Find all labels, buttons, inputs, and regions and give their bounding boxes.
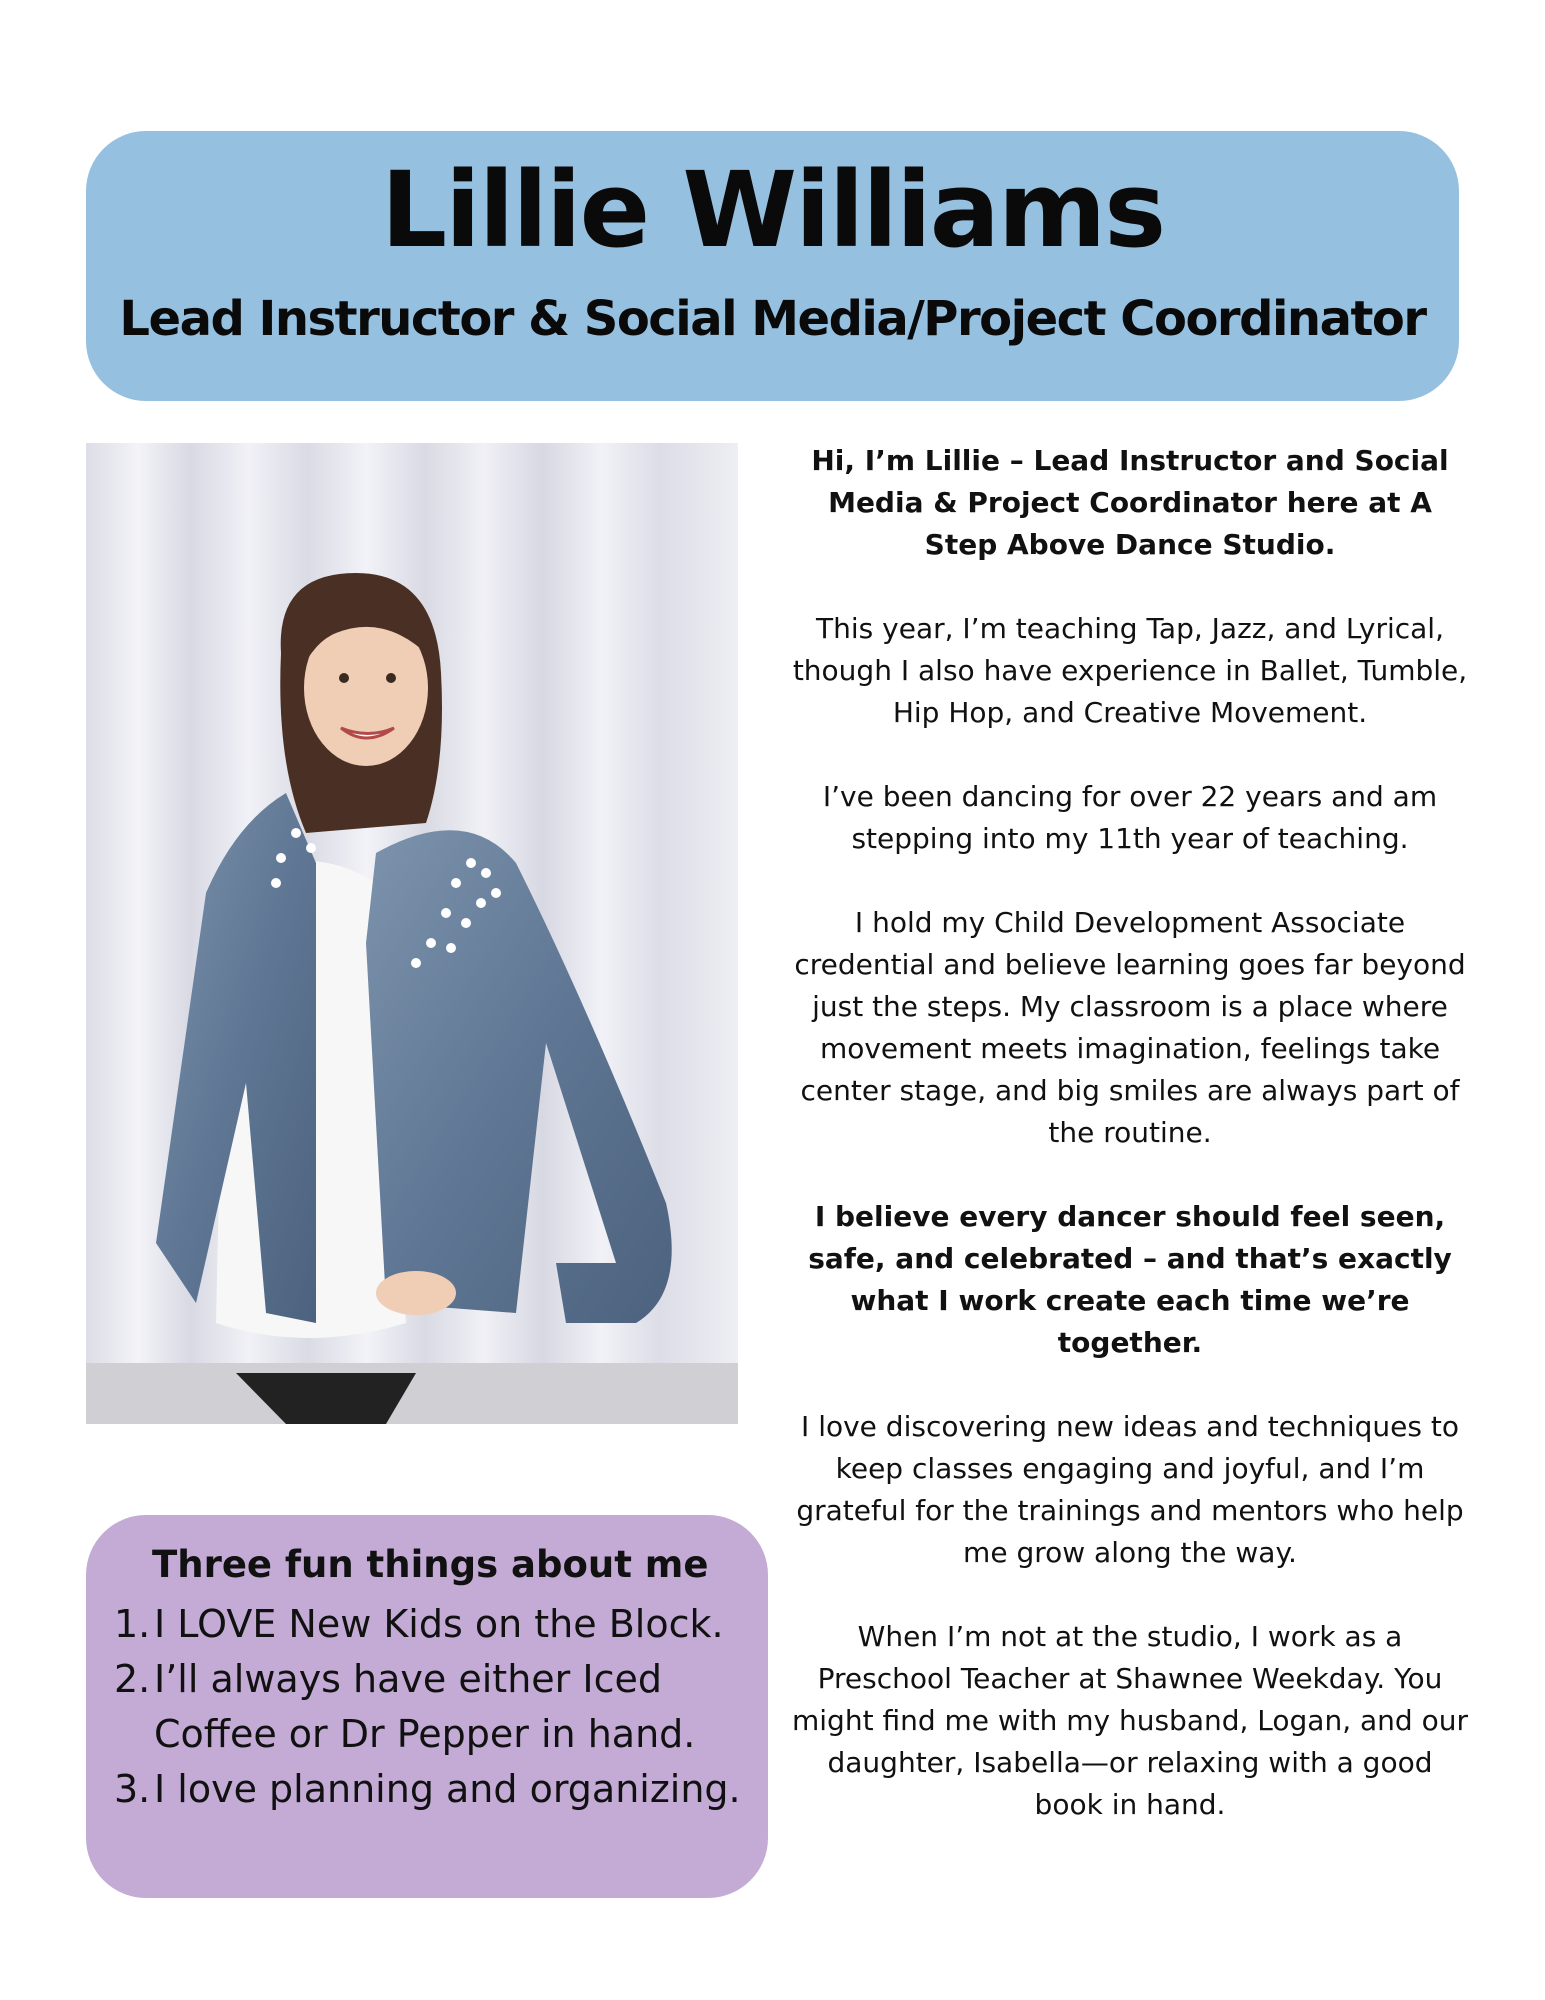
bio-credential: I hold my Child Development Associate credential and believe learning goes far beyond just the steps. My classroom is a place where movement meets imagination, feelings take center stage, and big smiles are always part of the routine. <box>794 906 1466 1149</box>
fun-facts-box <box>86 1515 768 1898</box>
list-item <box>114 1597 754 1652</box>
list-number: 3. <box>114 1767 151 1811</box>
list-text: I’ll always have either Iced Coffee or Dr Pepper in hand. <box>154 1657 696 1756</box>
header-banner <box>86 131 1459 401</box>
bio-growth: I love discovering new ideas and techniques to keep classes engaging and joyful, and I’m grateful for the trainings and mentors who help me grow along the way. <box>796 1410 1464 1569</box>
list-item <box>114 1762 754 1817</box>
list-text: I LOVE New Kids on the Block. <box>154 1602 724 1646</box>
fun-facts-heading: Three fun things about me <box>152 1543 709 1586</box>
list-number: 2. <box>114 1657 151 1701</box>
list-text: I love planning and organizing. <box>154 1767 741 1811</box>
bio-experience: I’ve been dancing for over 22 years and am stepping into my 11th year of teaching. <box>822 780 1438 855</box>
bio-belief: I believe every dancer should feel seen, safe, and celebrated – and that’s exactly what I work create each time we’re together. <box>808 1200 1452 1359</box>
list-number: 1. <box>114 1602 151 1646</box>
list-item <box>114 1652 754 1762</box>
bio-intro: Hi, I’m Lillie – Lead Instructor and Social Media & Project Coordinator here at A Step Above Dance Studio. <box>811 444 1449 561</box>
person-name: Lillie Williams <box>380 149 1165 271</box>
fun-facts-list <box>114 1597 754 1817</box>
bio-personal: When I’m not at the studio, I work as a Preschool Teacher at Shawnee Weekday. You might find me with my husband, Logan, and our daughter, Isabella—or relaxing with a good book in hand. <box>792 1620 1468 1821</box>
bio-text <box>790 440 1470 1868</box>
portrait-photo <box>86 443 738 1424</box>
bio-teaching: This year, I’m teaching Tap, Jazz, and Lyrical, though I also have experience in Ballet, Tumble, Hip Hop, and Creative Movement. <box>792 612 1468 729</box>
job-title: Lead Instructor & Social Media/Project Coordinator <box>119 291 1426 347</box>
